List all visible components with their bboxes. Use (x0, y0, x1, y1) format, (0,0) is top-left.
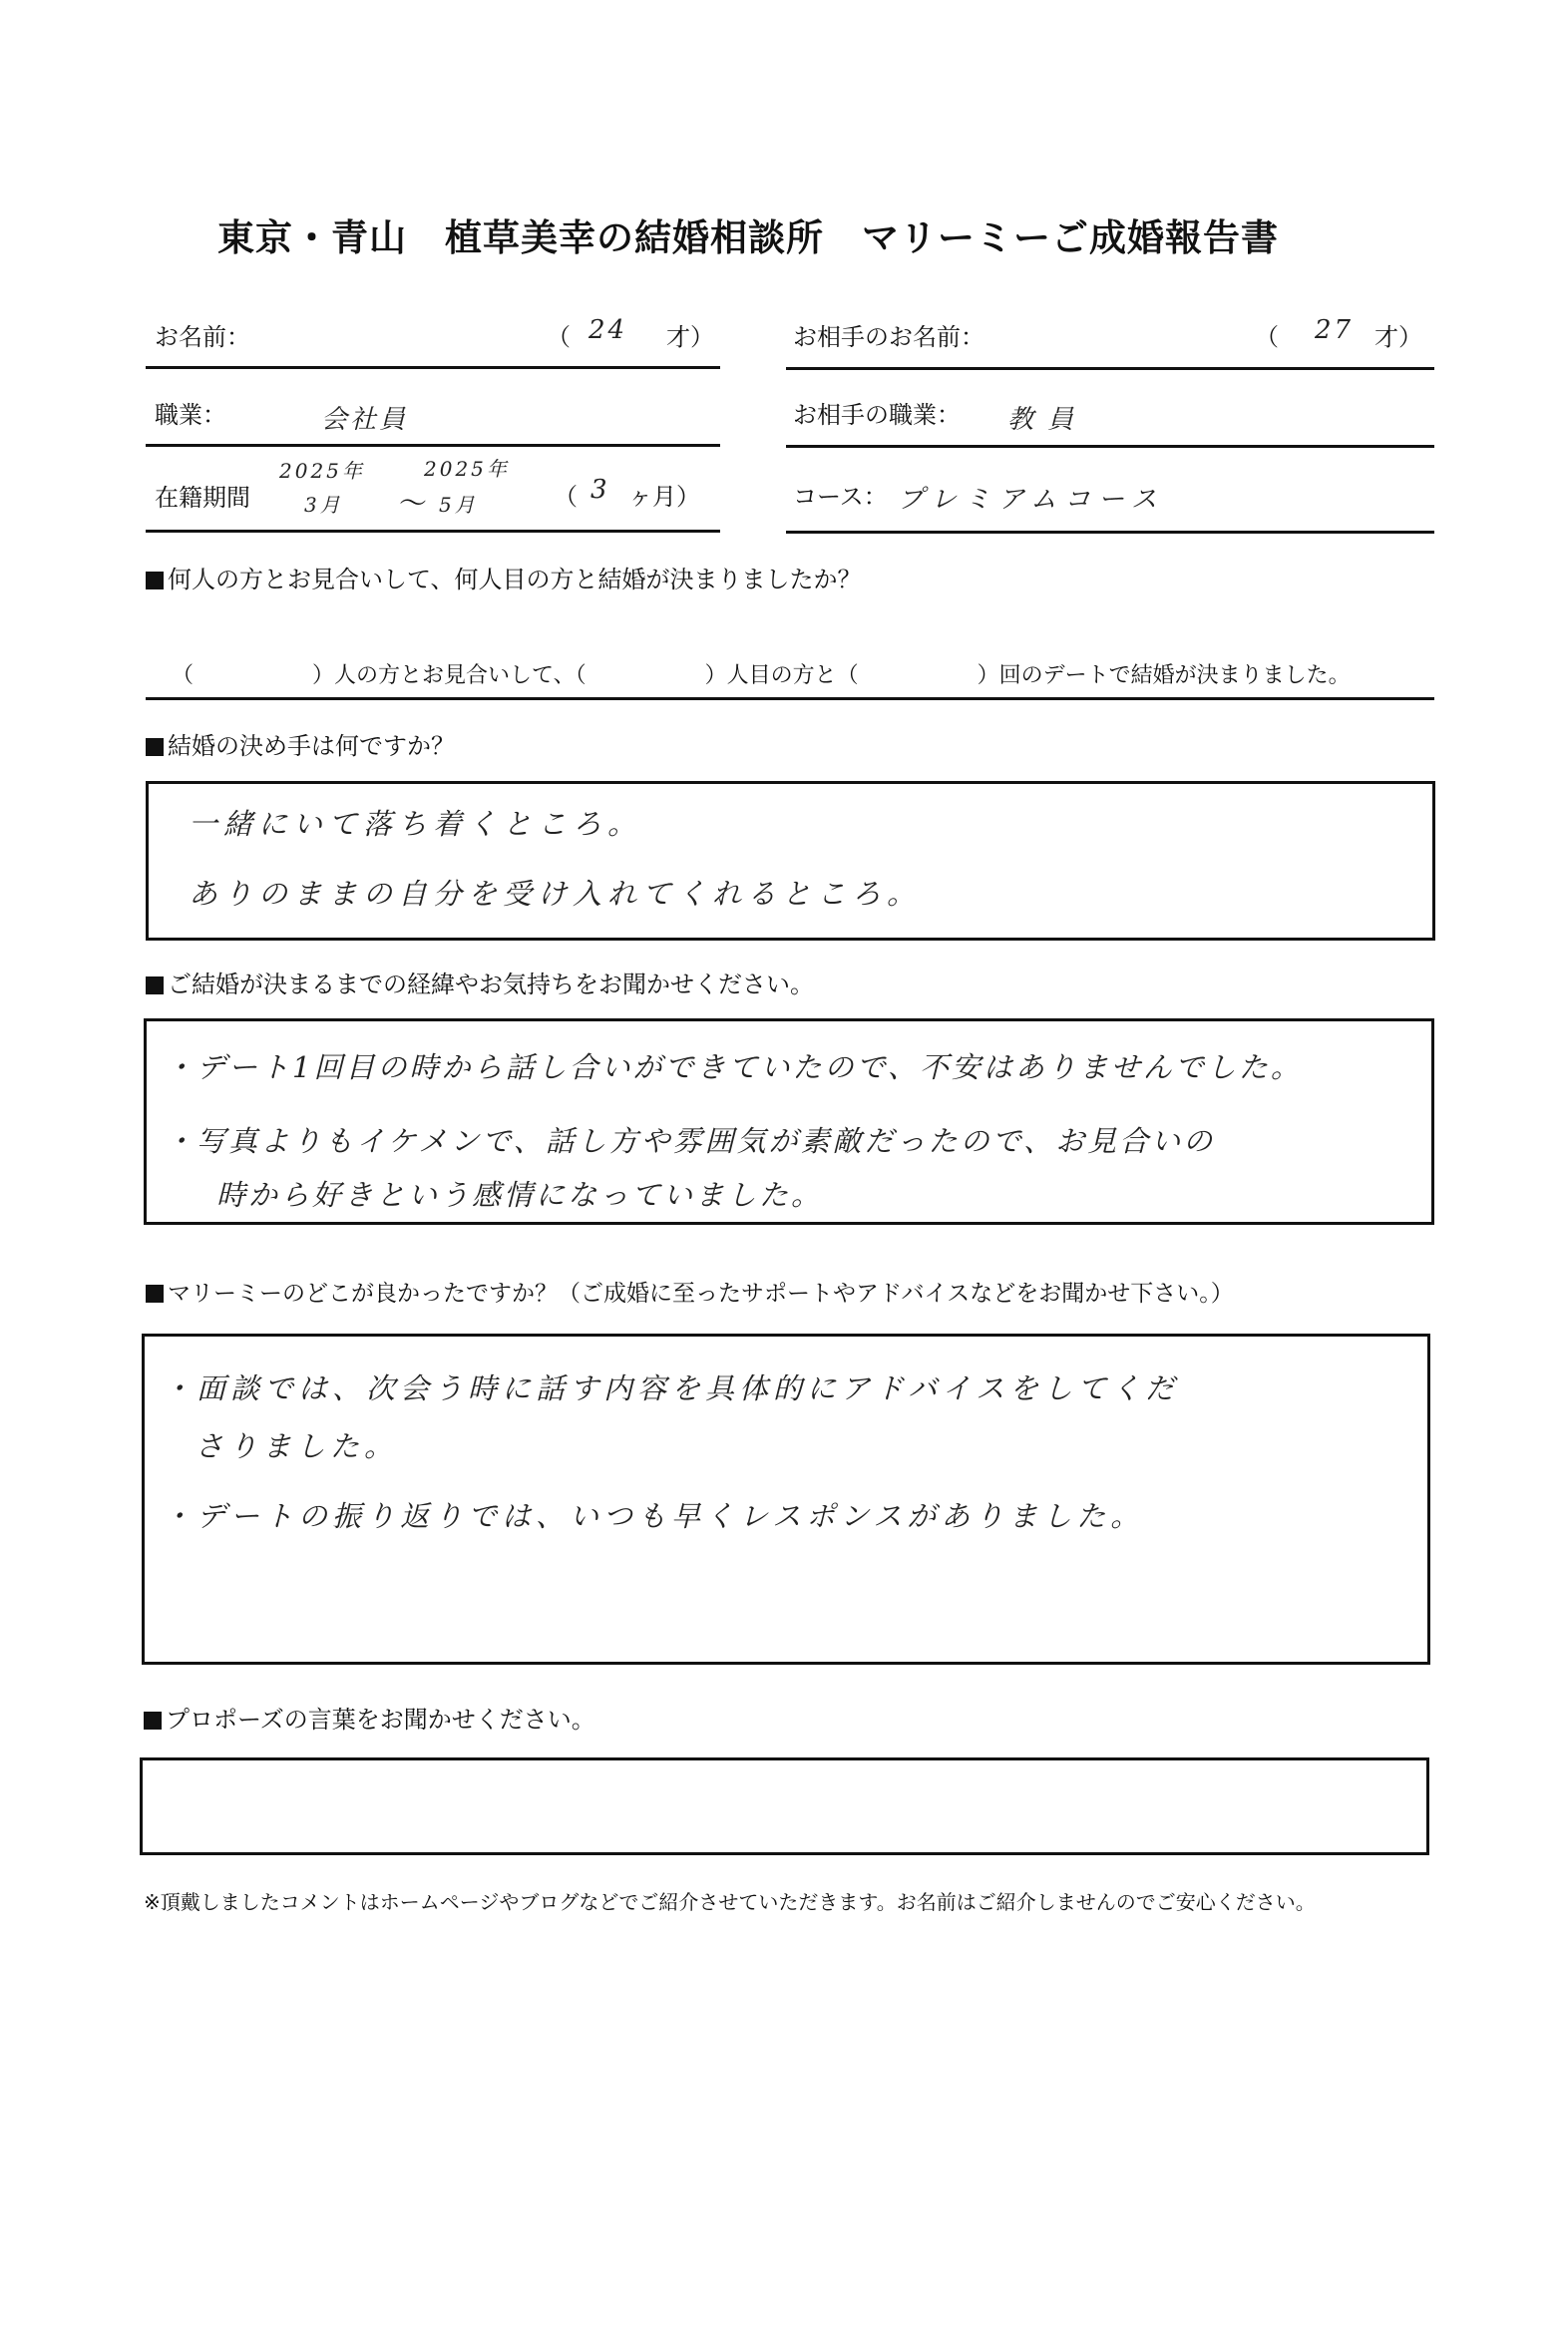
partner-age-value[interactable]: 27 (1315, 315, 1355, 345)
q3-answer-line: ・写真よりもイケメンで、話し方や雰囲気が素敵だったので、お見合いの (165, 1124, 1216, 1158)
q1-paren-open-1: （ (172, 663, 195, 688)
period-underline (146, 530, 720, 533)
q2-answer-line: ありのままの自分を受け入れてくれるところ。 (189, 877, 923, 911)
square-bullet-icon (144, 1712, 162, 1730)
q4-answer-line: さりました。 (195, 1429, 399, 1463)
q1-text-4: ）回のデートで結婚が決まりました。 (977, 663, 1351, 688)
q2-heading (146, 726, 455, 761)
period-months-open: （ (554, 483, 578, 511)
page-title: 東京・青山 植草美幸の結婚相談所 マリーミーご成婚報告書 (217, 216, 1279, 259)
q2-answer-box[interactable] (146, 781, 1435, 941)
name-underline (146, 366, 720, 369)
square-bullet-icon (146, 572, 164, 589)
square-bullet-icon (146, 976, 164, 994)
q4-heading-text: マリーミーのどこが良かったですか？（ご成婚に至ったサポートやアドバイスなどをお聞かせ下さい。） (168, 1281, 1234, 1307)
q1-text-3: ）人目の方と（ (704, 663, 859, 688)
partner-name-underline (786, 367, 1434, 370)
course-label: コース： (793, 483, 888, 511)
period-label: 在籍期間 (155, 484, 250, 512)
period-end-year[interactable]: 2025年 (424, 457, 510, 481)
course-underline (786, 531, 1434, 534)
q2-heading-text: 結婚の決め手は何ですか？ (168, 732, 455, 760)
period-end-month[interactable]: 5月 (439, 493, 478, 517)
partner-age-open-paren: （ (1255, 323, 1279, 351)
square-bullet-icon (146, 1285, 164, 1303)
age-value[interactable]: 24 (588, 315, 628, 345)
partner-occupation-label: お相手の職業： (793, 401, 961, 429)
age-open-paren: （ (547, 323, 571, 351)
q1-heading (146, 560, 862, 594)
period-months-unit: ヶ月） (628, 483, 700, 511)
q4-answer-box[interactable] (142, 1334, 1430, 1665)
q2-answer-line: 一緒にいて落ち着くところ。 (189, 807, 643, 841)
occupation-underline (146, 444, 720, 447)
q4-heading (146, 1275, 1234, 1308)
partner-name-label: お相手のお名前： (793, 323, 984, 351)
name-label: お名前： (155, 323, 250, 351)
q1-text-2: ）人の方とお見合いして、（ (312, 663, 587, 688)
period-tilde: ～ (399, 487, 428, 520)
q1-heading-text: 何人の方とお見合いして、何人目の方と結婚が決まりましたか？ (168, 566, 862, 593)
q4-answer-line: ・面談では、次会う時に話す内容を具体的にアドバイスをしてくだ (163, 1371, 1180, 1405)
period-start-month[interactable]: 3月 (304, 493, 343, 517)
course-value[interactable]: プレミアムコース (898, 485, 1165, 515)
q3-heading-text: ご結婚が決まるまでの経緯やお気持ちをお聞かせください。 (168, 971, 814, 998)
q1-fill-sentence (172, 658, 1351, 689)
footer-note: ※頂戴しましたコメントはホームページやブログなどでご紹介させていただきます。お名前はご紹介しませんのでご安心ください。 (144, 1890, 1316, 1914)
occupation-label: 職業： (155, 401, 226, 429)
q4-answer-line: ・デートの振り返りでは、いつも早くレスポンスがありました。 (163, 1499, 1145, 1533)
q5-answer-box[interactable] (140, 1757, 1429, 1855)
q3-answer-box[interactable] (144, 1018, 1434, 1225)
q3-answer-line: ・デート1回目の時から話し合いができていたので、不安はありませんでした。 (165, 1050, 1303, 1084)
period-months-value[interactable]: 3 (590, 475, 610, 505)
q3-answer-line: 時から好きという感情になっていました。 (216, 1178, 824, 1212)
period-start-year[interactable]: 2025年 (279, 459, 365, 483)
occupation-value[interactable]: 会社員 (321, 405, 409, 435)
age-unit: 才） (666, 323, 714, 351)
partner-occupation-underline (786, 445, 1434, 448)
partner-age-unit: 才） (1374, 323, 1422, 351)
q5-heading-text: プロポーズの言葉をお聞かせください。 (166, 1706, 595, 1734)
q3-heading (146, 965, 814, 999)
q1-underline (146, 697, 1434, 700)
square-bullet-icon (146, 738, 164, 756)
partner-occupation-value[interactable]: 教員 (1007, 405, 1088, 435)
q5-heading (144, 1700, 595, 1735)
